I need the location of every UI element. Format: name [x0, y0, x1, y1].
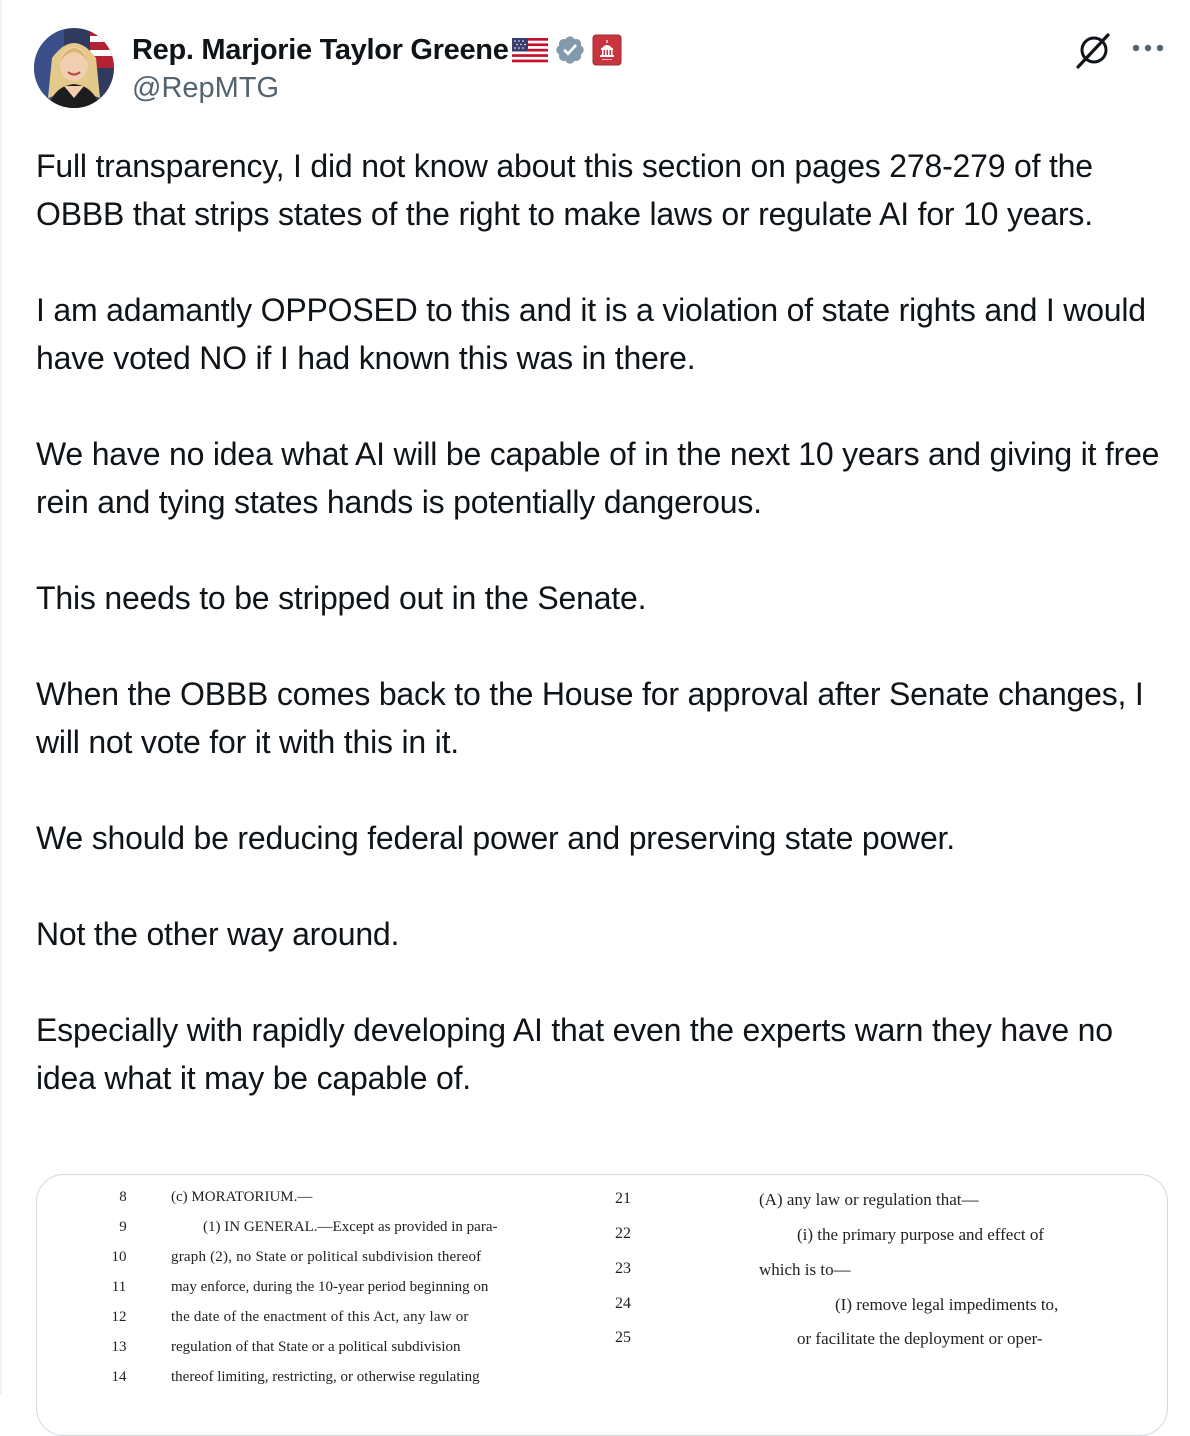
line-number: 12	[111, 1309, 127, 1325]
line-number: 22	[615, 1225, 631, 1242]
line-number: 8	[119, 1189, 127, 1205]
timeline-border	[0, 0, 2, 1394]
line-number: 25	[615, 1329, 631, 1346]
line-number: 21	[615, 1190, 631, 1207]
more-dots-icon[interactable]	[1130, 40, 1166, 56]
bill-text-line: which is to—	[759, 1260, 851, 1279]
line-number: 10	[111, 1249, 127, 1265]
line-number: 14	[111, 1369, 127, 1385]
tweet-paragraph: When the OBBB comes back to the House for approval after Senate changes, I will not vote for it with this in it.	[36, 676, 1144, 760]
line-number: 13	[111, 1339, 127, 1355]
author-name-row	[132, 30, 622, 70]
line-number: 23	[615, 1260, 631, 1277]
bill-text-line: the date of the enactment of this Act, any law or	[171, 1309, 469, 1325]
bill-text-line: (c) MORATORIUM.—	[171, 1189, 313, 1205]
us-flag-icon	[512, 38, 548, 63]
bill-text-line: regulation of that State or a political subdivision	[171, 1339, 461, 1355]
bill-text-line: (A) any law or regulation that—	[759, 1190, 979, 1209]
government-badge-icon[interactable]	[592, 34, 622, 66]
tweet-text	[36, 142, 1176, 1102]
bill-text-line: graph (2), no State or political subdivision thereof	[171, 1249, 482, 1265]
bill-text-line: (I) remove legal impediments to,	[835, 1295, 1059, 1314]
verified-badge-icon[interactable]	[554, 34, 586, 66]
tweet-paragraph: I am adamantly OPPOSED to this and it is a violation of state rights and I would have voted NO if I had known this was in there.	[36, 292, 1146, 376]
tweet-paragraph: Full transparency, I did not know about this section on pages 278-279 of the OBBB that strips states of the right to make laws or regulate AI for 10 years.	[36, 148, 1093, 232]
tweet-paragraph: Especially with rapidly developing AI that even the experts warn they have no idea what it may be capable of.	[36, 1012, 1113, 1096]
tweet-paragraph: Not the other way around.	[36, 916, 400, 952]
avatar-image	[34, 28, 114, 108]
author-avatar[interactable]	[34, 28, 114, 108]
line-number: 24	[615, 1295, 631, 1312]
tweet-media-image[interactable]	[36, 1174, 1168, 1436]
grok-icon[interactable]	[1074, 30, 1114, 70]
bill-text-line: may enforce, during the 10-year period beginning on	[171, 1279, 489, 1295]
bill-text-line: (1) IN GENERAL.—Except as provided in para-	[203, 1219, 498, 1235]
line-number: 9	[119, 1219, 127, 1235]
line-number: 11	[111, 1279, 127, 1295]
tweet-paragraph: This needs to be stripped out in the Senate.	[36, 580, 647, 616]
bill-text-line: or facilitate the deployment or oper-	[797, 1329, 1043, 1348]
bill-text-line: (i) the primary purpose and effect of	[797, 1225, 1045, 1244]
author-handle[interactable]: @RepMTG	[132, 72, 280, 104]
tweet-paragraph: We should be reducing federal power and preserving state power.	[36, 820, 955, 856]
author-display-name[interactable]: Rep. Marjorie Taylor Greene	[132, 33, 509, 66]
bill-text-line: thereof limiting, restricting, or otherwise regulating	[171, 1369, 480, 1385]
tweet-paragraph: We have no idea what AI will be capable of in the next 10 years and giving it free rein and tying states hands is potentially dangerous.	[36, 436, 1160, 520]
